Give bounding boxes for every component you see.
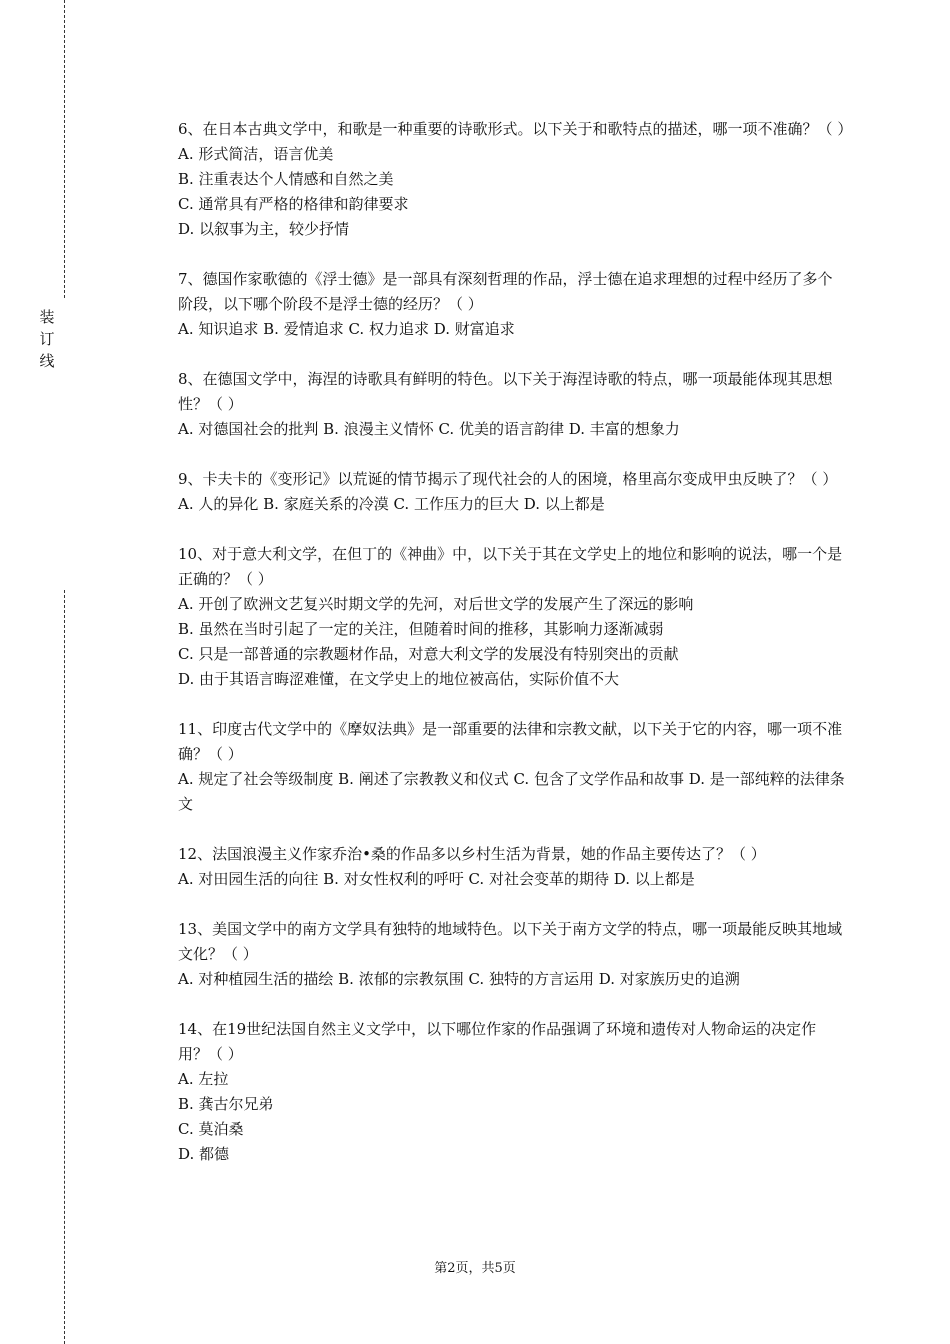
answer-option: A. 人的异化 B. 家庭关系的冷漠 C. 工作压力的巨大 D. 以上都是 bbox=[178, 495, 605, 513]
question-block bbox=[178, 542, 846, 692]
question-stem: 10、对于意大利文学，在但丁的《神曲》中，以下关于其在文学史上的地位和影响的说法，哪一个是正确的？（ ） bbox=[178, 545, 843, 588]
answer-option: A. 左拉 bbox=[178, 1070, 229, 1088]
answer-option: D. 都德 bbox=[178, 1145, 230, 1163]
question-stem: 14、在19世纪法国自然主义文学中，以下哪位作家的作品强调了环境和遗传对人物命运的决定作用？（ ） bbox=[178, 1020, 817, 1063]
question-block bbox=[178, 1017, 846, 1167]
question-block bbox=[178, 267, 846, 342]
question-stem: 6、在日本古典文学中，和歌是一种重要的诗歌形式。以下关于和歌特点的描述，哪一项不准确？（ ） bbox=[178, 120, 853, 138]
question-stem: 13、美国文学中的南方文学具有独特的地域特色。以下关于南方文学的特点，哪一项最能反映其地域文化？（ ） bbox=[178, 920, 843, 963]
binding-label: 装订线 bbox=[39, 308, 55, 370]
question-block bbox=[178, 117, 853, 242]
answer-option: C. 莫泊桑 bbox=[178, 1120, 244, 1138]
question-stem: 11、印度古代文学中的《摩奴法典》是一部重要的法律和宗教文献，以下关于它的内容，哪一项不准确？（ ） bbox=[178, 720, 843, 763]
question-block bbox=[178, 842, 846, 892]
answer-option: B. 注重表达个人情感和自然之美 bbox=[178, 170, 394, 188]
answer-option: D. 由于其语言晦涩难懂，在文学史上的地位被高估，实际价值不大 bbox=[178, 670, 620, 688]
question-block bbox=[178, 367, 846, 442]
question-block bbox=[178, 917, 846, 992]
answer-option: A. 对种植园生活的描绘 B. 浓郁的宗教氛围 C. 独特的方言运用 D. 对家族历史的追溯 bbox=[178, 970, 740, 988]
answer-option: A. 开创了欧洲文艺复兴时期文学的先河，对后世文学的发展产生了深远的影响 bbox=[178, 595, 694, 613]
answer-option: D. 以叙事为主，较少抒情 bbox=[178, 220, 350, 238]
question-stem: 9、卡夫卡的《变形记》以荒诞的情节揭示了现代社会的人的困境，格里高尔变成甲虫反映了？（ ） bbox=[178, 470, 838, 488]
binding-line-bottom bbox=[64, 590, 65, 1344]
answer-option: C. 只是一部普通的宗教题材作品，对意大利文学的发展没有特别突出的贡献 bbox=[178, 645, 679, 663]
answer-option: A. 形式简洁，语言优美 bbox=[178, 145, 334, 163]
binding-line-top bbox=[64, 0, 65, 298]
answer-option: A. 知识追求 B. 爱情追求 C. 权力追求 D. 财富追求 bbox=[178, 320, 515, 338]
answer-option: B. 虽然在当时引起了一定的关注，但随着时间的推移，其影响力逐渐减弱 bbox=[178, 620, 664, 638]
page-footer: 第2页，共5页 bbox=[434, 1261, 516, 1276]
answer-option: A. 对德国社会的批判 B. 浪漫主义情怀 C. 优美的语言韵律 D. 丰富的想象力 bbox=[178, 420, 680, 438]
answer-option: B. 龚古尔兄弟 bbox=[178, 1095, 274, 1113]
question-list bbox=[178, 117, 853, 1192]
question-block bbox=[178, 467, 846, 517]
question-stem: 12、法国浪漫主义作家乔治•桑的作品多以乡村生活为背景，她的作品主要传达了？（ ） bbox=[178, 845, 766, 863]
question-stem: 7、德国作家歌德的《浮士德》是一部具有深刻哲理的作品，浮士德在追求理想的过程中经历了多个阶段，以下哪个阶段不是浮士德的经历？（ ） bbox=[178, 270, 833, 313]
answer-option: A. 对田园生活的向往 B. 对女性权利的呼吁 C. 对社会变革的期待 D. 以上都是 bbox=[178, 870, 695, 888]
question-stem: 8、在德国文学中，海涅的诗歌具有鲜明的特色。以下关于海涅诗歌的特点，哪一项最能体现其思想性？（ ） bbox=[178, 370, 833, 413]
answer-option: A. 规定了社会等级制度 B. 阐述了宗教教义和仪式 C. 包含了文学作品和故事 D. 是一部纯粹的法律条文 bbox=[178, 770, 845, 813]
question-block bbox=[178, 717, 846, 817]
answer-option: C. 通常具有严格的格律和韵律要求 bbox=[178, 195, 409, 213]
